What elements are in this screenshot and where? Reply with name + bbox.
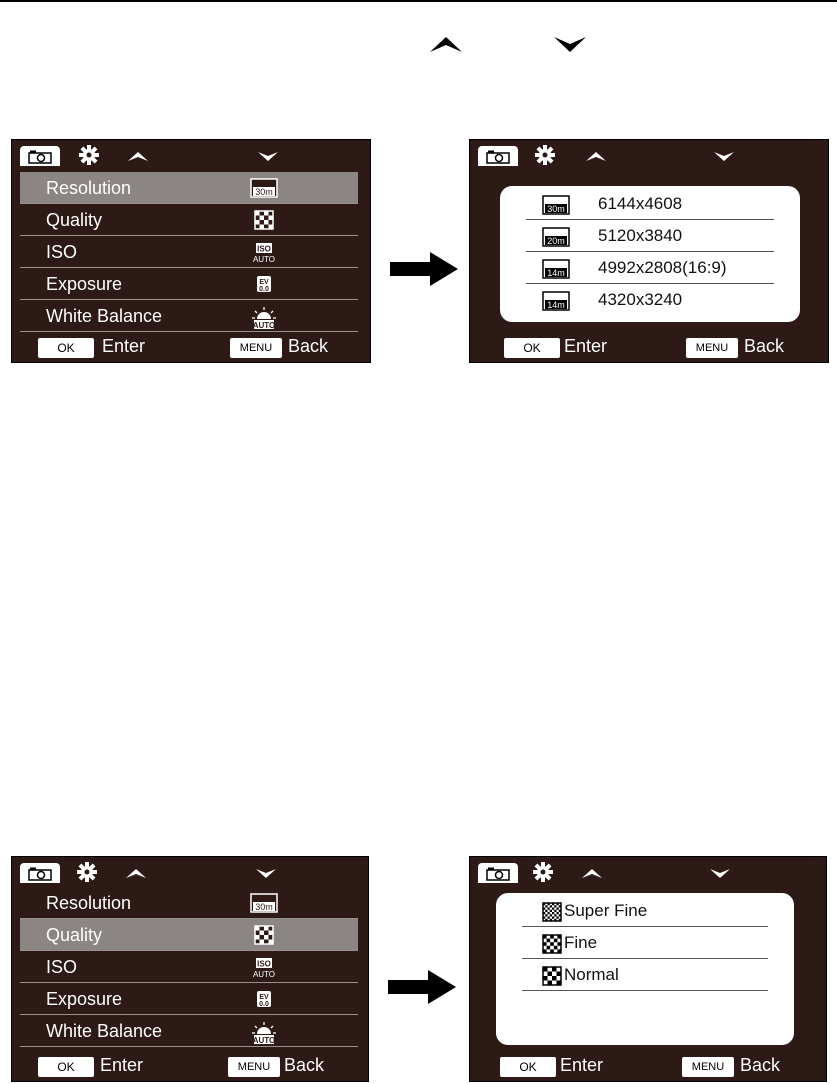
svg-text:14m: 14m (547, 300, 565, 310)
menu-footer (12, 332, 370, 362)
menu-item-iso[interactable] (20, 951, 358, 983)
camera-icon (486, 867, 510, 881)
svg-text:EV: EV (259, 279, 269, 286)
chevron-down-icon[interactable] (256, 150, 280, 162)
resolution-options-screen (469, 139, 829, 363)
chevron-down-icon[interactable] (708, 867, 732, 879)
svg-text:30m: 30m (255, 902, 273, 912)
menu-item-quality[interactable] (20, 919, 358, 951)
camera-tab[interactable] (20, 863, 60, 883)
ok-button[interactable]: OK (500, 1057, 556, 1077)
svg-text:ISO: ISO (257, 244, 271, 254)
menu-item-label: Quality (46, 925, 103, 945)
svg-text:AUTO: AUTO (252, 970, 276, 979)
menu-item-label: Resolution (46, 178, 132, 198)
option-item[interactable] (526, 284, 774, 316)
menu-item-exposure[interactable] (20, 268, 358, 300)
svg-text:0.0: 0.0 (259, 286, 269, 293)
options-popup (500, 186, 800, 322)
enter-label: Enter (100, 1055, 144, 1075)
option-item[interactable] (522, 959, 768, 991)
camera-menu-screen-resolution (11, 139, 371, 363)
menu-topbar (12, 140, 370, 168)
menu-footer (470, 1051, 826, 1081)
camera-tab[interactable] (478, 863, 518, 883)
chevron-down-icon (552, 34, 588, 54)
svg-text:AUTO: AUTO (252, 255, 276, 264)
exposure-icon (250, 989, 278, 1016)
menu-item-resolution[interactable] (20, 172, 358, 204)
back-label: Back (284, 1055, 325, 1075)
menu-footer (470, 332, 828, 362)
menu-button[interactable]: MENU (682, 1057, 734, 1077)
svg-text:20m: 20m (547, 236, 565, 246)
gear-icon[interactable] (78, 144, 100, 166)
chevron-down-icon[interactable] (712, 150, 736, 162)
option-label: 5120x3840 (598, 226, 683, 245)
resolution-30m-icon (250, 178, 278, 203)
chevron-up-icon (428, 34, 464, 54)
menu-item-label: White Balance (46, 1021, 163, 1041)
menu-item-label: ISO (46, 242, 78, 262)
options-popup (496, 893, 794, 1045)
menu-item-quality[interactable] (20, 204, 358, 236)
menu-item-label: White Balance (46, 306, 163, 326)
svg-text:30m: 30m (255, 187, 273, 197)
menu-item-white-balance[interactable] (20, 300, 358, 332)
res-20m-icon (542, 227, 570, 252)
quality-icon (250, 210, 278, 235)
svg-text:14m: 14m (547, 268, 565, 278)
white-balance-auto-icon (250, 306, 278, 335)
svg-text:ISO: ISO (257, 959, 271, 969)
menu-item-iso[interactable] (20, 236, 358, 268)
arrow-right-icon (388, 970, 456, 1004)
quality-icon (250, 925, 278, 950)
option-label: 4320x3240 (598, 290, 683, 309)
menu-item-label: Exposure (46, 274, 123, 294)
menu-topbar (470, 857, 826, 885)
option-item[interactable] (526, 252, 774, 284)
menu-topbar (470, 140, 828, 168)
enter-label: Enter (102, 336, 146, 356)
option-label: Fine (564, 933, 598, 952)
option-label: 6144x4608 (598, 194, 683, 213)
exposure-icon (250, 274, 278, 301)
gear-icon[interactable] (532, 861, 554, 883)
iso-auto-icon (250, 242, 278, 269)
chevron-up-icon[interactable] (580, 867, 604, 879)
normal-icon (538, 966, 566, 991)
super-fine-icon (538, 902, 566, 927)
gear-icon[interactable] (76, 861, 98, 883)
svg-text:30m: 30m (547, 204, 565, 214)
chevron-down-icon[interactable] (254, 867, 278, 879)
ok-button[interactable]: OK (504, 338, 560, 358)
camera-icon (28, 150, 52, 164)
chevron-up-icon[interactable] (124, 867, 148, 879)
menu-item-label: Resolution (46, 893, 132, 913)
option-item[interactable] (526, 220, 774, 252)
menu-list (20, 887, 358, 1047)
option-label: 4992x2808(16:9) (598, 258, 727, 277)
menu-item-white-balance[interactable] (20, 1015, 358, 1047)
enter-label: Enter (560, 1055, 604, 1075)
camera-icon (486, 150, 510, 164)
menu-button[interactable]: MENU (230, 338, 282, 358)
option-label: Super Fine (564, 901, 648, 920)
menu-item-label: ISO (46, 957, 78, 977)
top-rule (0, 0, 837, 2)
ok-button[interactable]: OK (38, 1057, 94, 1077)
menu-button[interactable]: MENU (686, 338, 738, 358)
fine-icon (538, 934, 566, 959)
white-balance-auto-icon (250, 1021, 278, 1050)
camera-menu-screen-quality (11, 856, 369, 1082)
quality-options-screen (469, 856, 827, 1082)
svg-text:AUTO: AUTO (252, 1036, 276, 1045)
camera-tab[interactable] (478, 146, 518, 166)
chevron-up-icon[interactable] (126, 150, 150, 162)
camera-tab[interactable] (20, 146, 60, 166)
res-30m-icon (542, 195, 570, 220)
menu-item-label: Quality (46, 210, 103, 230)
option-label: Normal (564, 965, 619, 984)
menu-footer (12, 1051, 368, 1081)
ok-button[interactable]: OK (38, 338, 94, 358)
menu-button[interactable]: MENU (228, 1057, 280, 1077)
menu-item-label: Exposure (46, 989, 123, 1009)
resolution-30m-icon (250, 893, 278, 918)
menu-item-exposure[interactable] (20, 983, 358, 1015)
gear-icon[interactable] (534, 144, 556, 166)
iso-auto-icon (250, 957, 278, 984)
camera-icon (28, 867, 52, 881)
back-label: Back (744, 336, 785, 356)
menu-item-resolution[interactable] (20, 887, 358, 919)
chevron-up-icon[interactable] (584, 150, 608, 162)
back-label: Back (740, 1055, 781, 1075)
menu-topbar (12, 857, 368, 885)
svg-text:0.0: 0.0 (259, 1001, 269, 1008)
enter-label: Enter (564, 336, 608, 356)
svg-text:AUTO: AUTO (252, 321, 276, 330)
menu-list (20, 172, 358, 332)
option-item[interactable] (522, 927, 768, 959)
res-14m-wide-icon (542, 259, 570, 284)
res-14m-icon (542, 291, 570, 316)
option-item[interactable] (522, 895, 768, 927)
arrow-right-icon (390, 252, 458, 286)
back-label: Back (288, 336, 329, 356)
svg-text:EV: EV (259, 994, 269, 1001)
option-item[interactable] (526, 188, 774, 220)
